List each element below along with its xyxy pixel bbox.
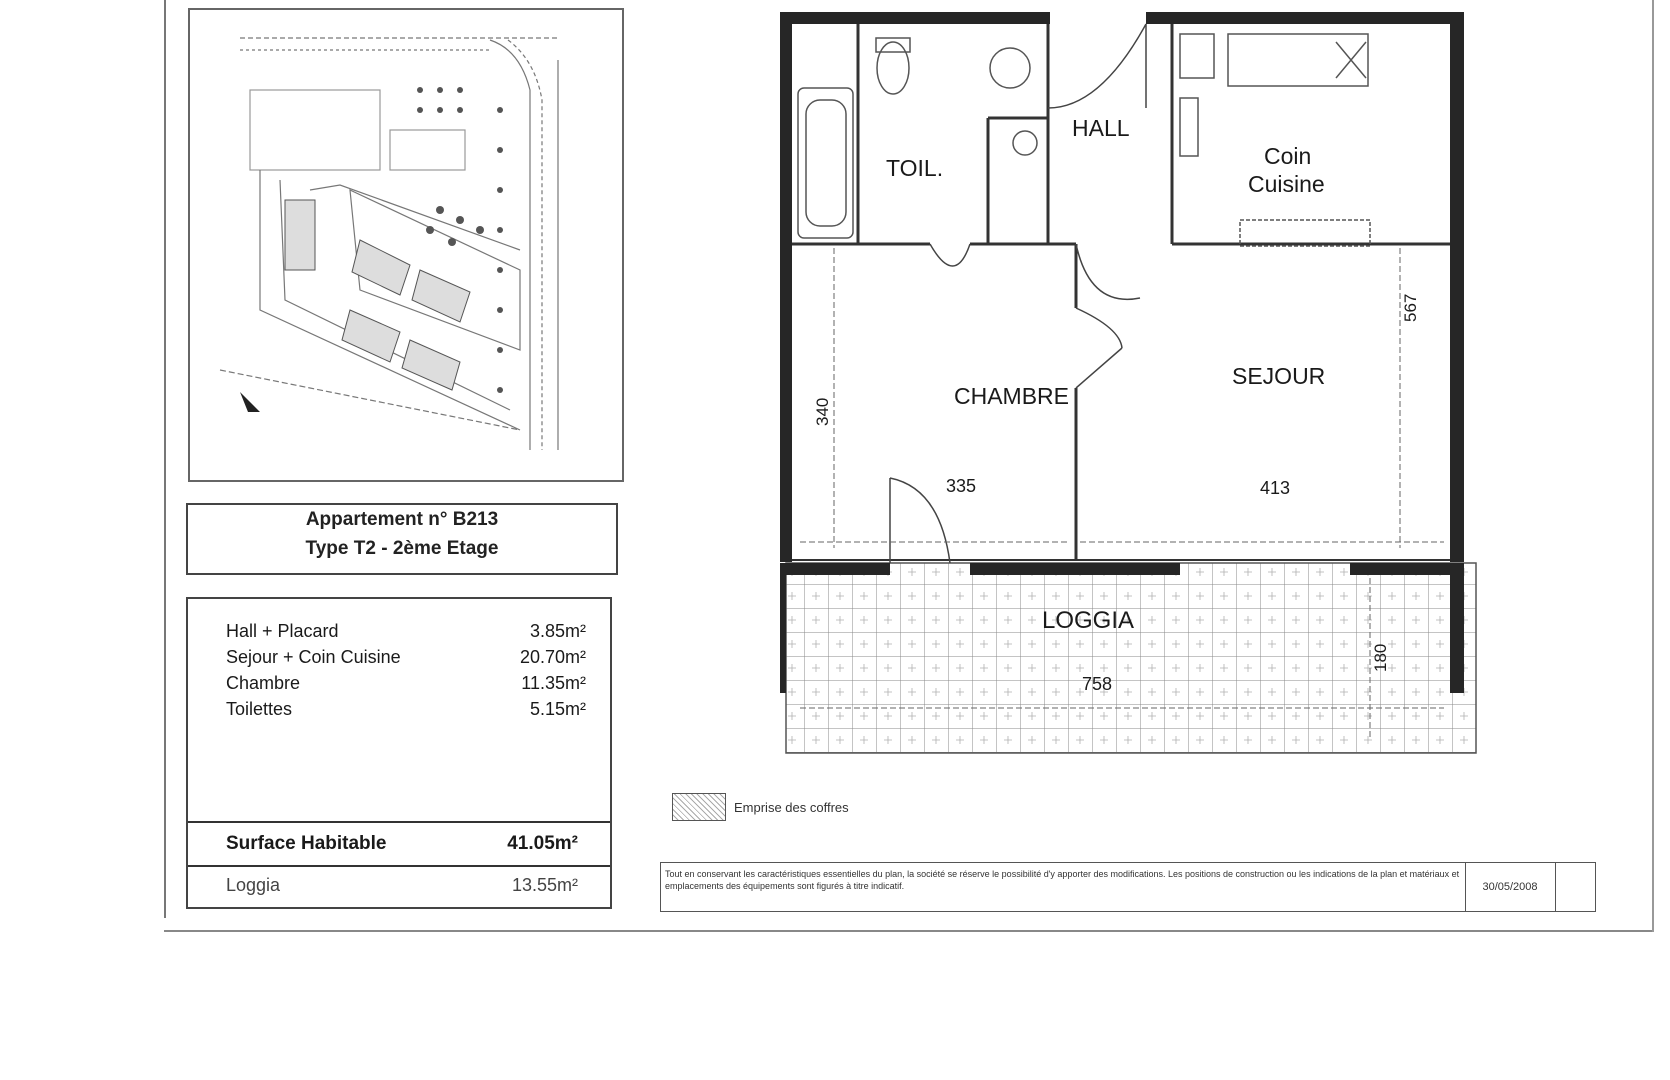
sheet-border-right [1652, 0, 1654, 932]
room-label-coin: Coin [1264, 143, 1312, 169]
legend-swatch [672, 793, 726, 821]
room-label-cuisine: Cuisine [1248, 171, 1325, 197]
disclaimer-text: Tout en conservant les caractéristiques essentielles du plan, la société se réserve le possibilité d'y apporter des modifications. Les positions de construction ou les indications de la plan et matériaux et emplacements des équipements sont figurés à titre indicatif. [665, 869, 1460, 891]
room-row [226, 647, 586, 673]
note-empty-cell [1555, 863, 1594, 911]
apartment-subtitle: Type T2 - 2ème Etage [305, 538, 499, 559]
surface-habitable-row [188, 821, 610, 867]
room-name: Sejour + Coin Cuisine [226, 647, 401, 667]
site-plan [188, 8, 624, 482]
dimension-sejour-width: 413 [1260, 478, 1291, 498]
room-areas-table [186, 597, 612, 909]
apartment-title-box [186, 503, 618, 575]
north-arrow-icon [240, 392, 260, 422]
dimension-sejour-height: 567 [1401, 293, 1420, 322]
legend-label: Emprise des coffres [734, 800, 849, 815]
room-row [226, 621, 586, 647]
room-area: 3.85m² [529, 621, 586, 641]
surface-value: 41.05m² [507, 833, 578, 854]
surface-label: Surface Habitable [226, 833, 387, 854]
site-plan-drawing [190, 10, 622, 480]
plan-date: 30/05/2008 [1465, 863, 1554, 911]
sheet-border-bottom [164, 930, 1652, 932]
dimension-chambre-height: 340 [813, 397, 832, 426]
apartment-title: Appartement n° B213 [305, 509, 499, 530]
room-area: 5.15m² [529, 699, 586, 719]
room-row [226, 673, 586, 699]
sheet-border-left [164, 0, 166, 918]
room-label-hall: HALL [1072, 115, 1130, 141]
loggia-row [188, 869, 610, 899]
door-swings [890, 24, 1146, 563]
room-name: Toilettes [226, 699, 293, 719]
loggia-value: 13.55m² [511, 875, 578, 895]
room-label-chambre: CHAMBRE [954, 383, 1070, 409]
room-label-loggia: LOGGIA [1042, 607, 1135, 634]
dimension-loggia-depth: 180 [1371, 643, 1390, 672]
room-label-sejour: SEJOUR [1232, 363, 1326, 389]
dimension-loggia-width: 758 [1082, 674, 1113, 694]
floor-plan-drawing [780, 8, 1520, 768]
loggia-label: Loggia [226, 875, 281, 895]
floor-plan [780, 8, 1520, 768]
disclaimer-box [660, 862, 1596, 912]
room-area: 11.35m² [521, 673, 586, 693]
room-name: Chambre [226, 673, 301, 693]
room-area: 20.70m² [519, 647, 586, 667]
room-name: Hall + Placard [226, 621, 339, 641]
room-row [226, 699, 586, 725]
room-label-toil: TOIL. [886, 155, 944, 181]
dimension-chambre-width: 335 [946, 476, 977, 496]
